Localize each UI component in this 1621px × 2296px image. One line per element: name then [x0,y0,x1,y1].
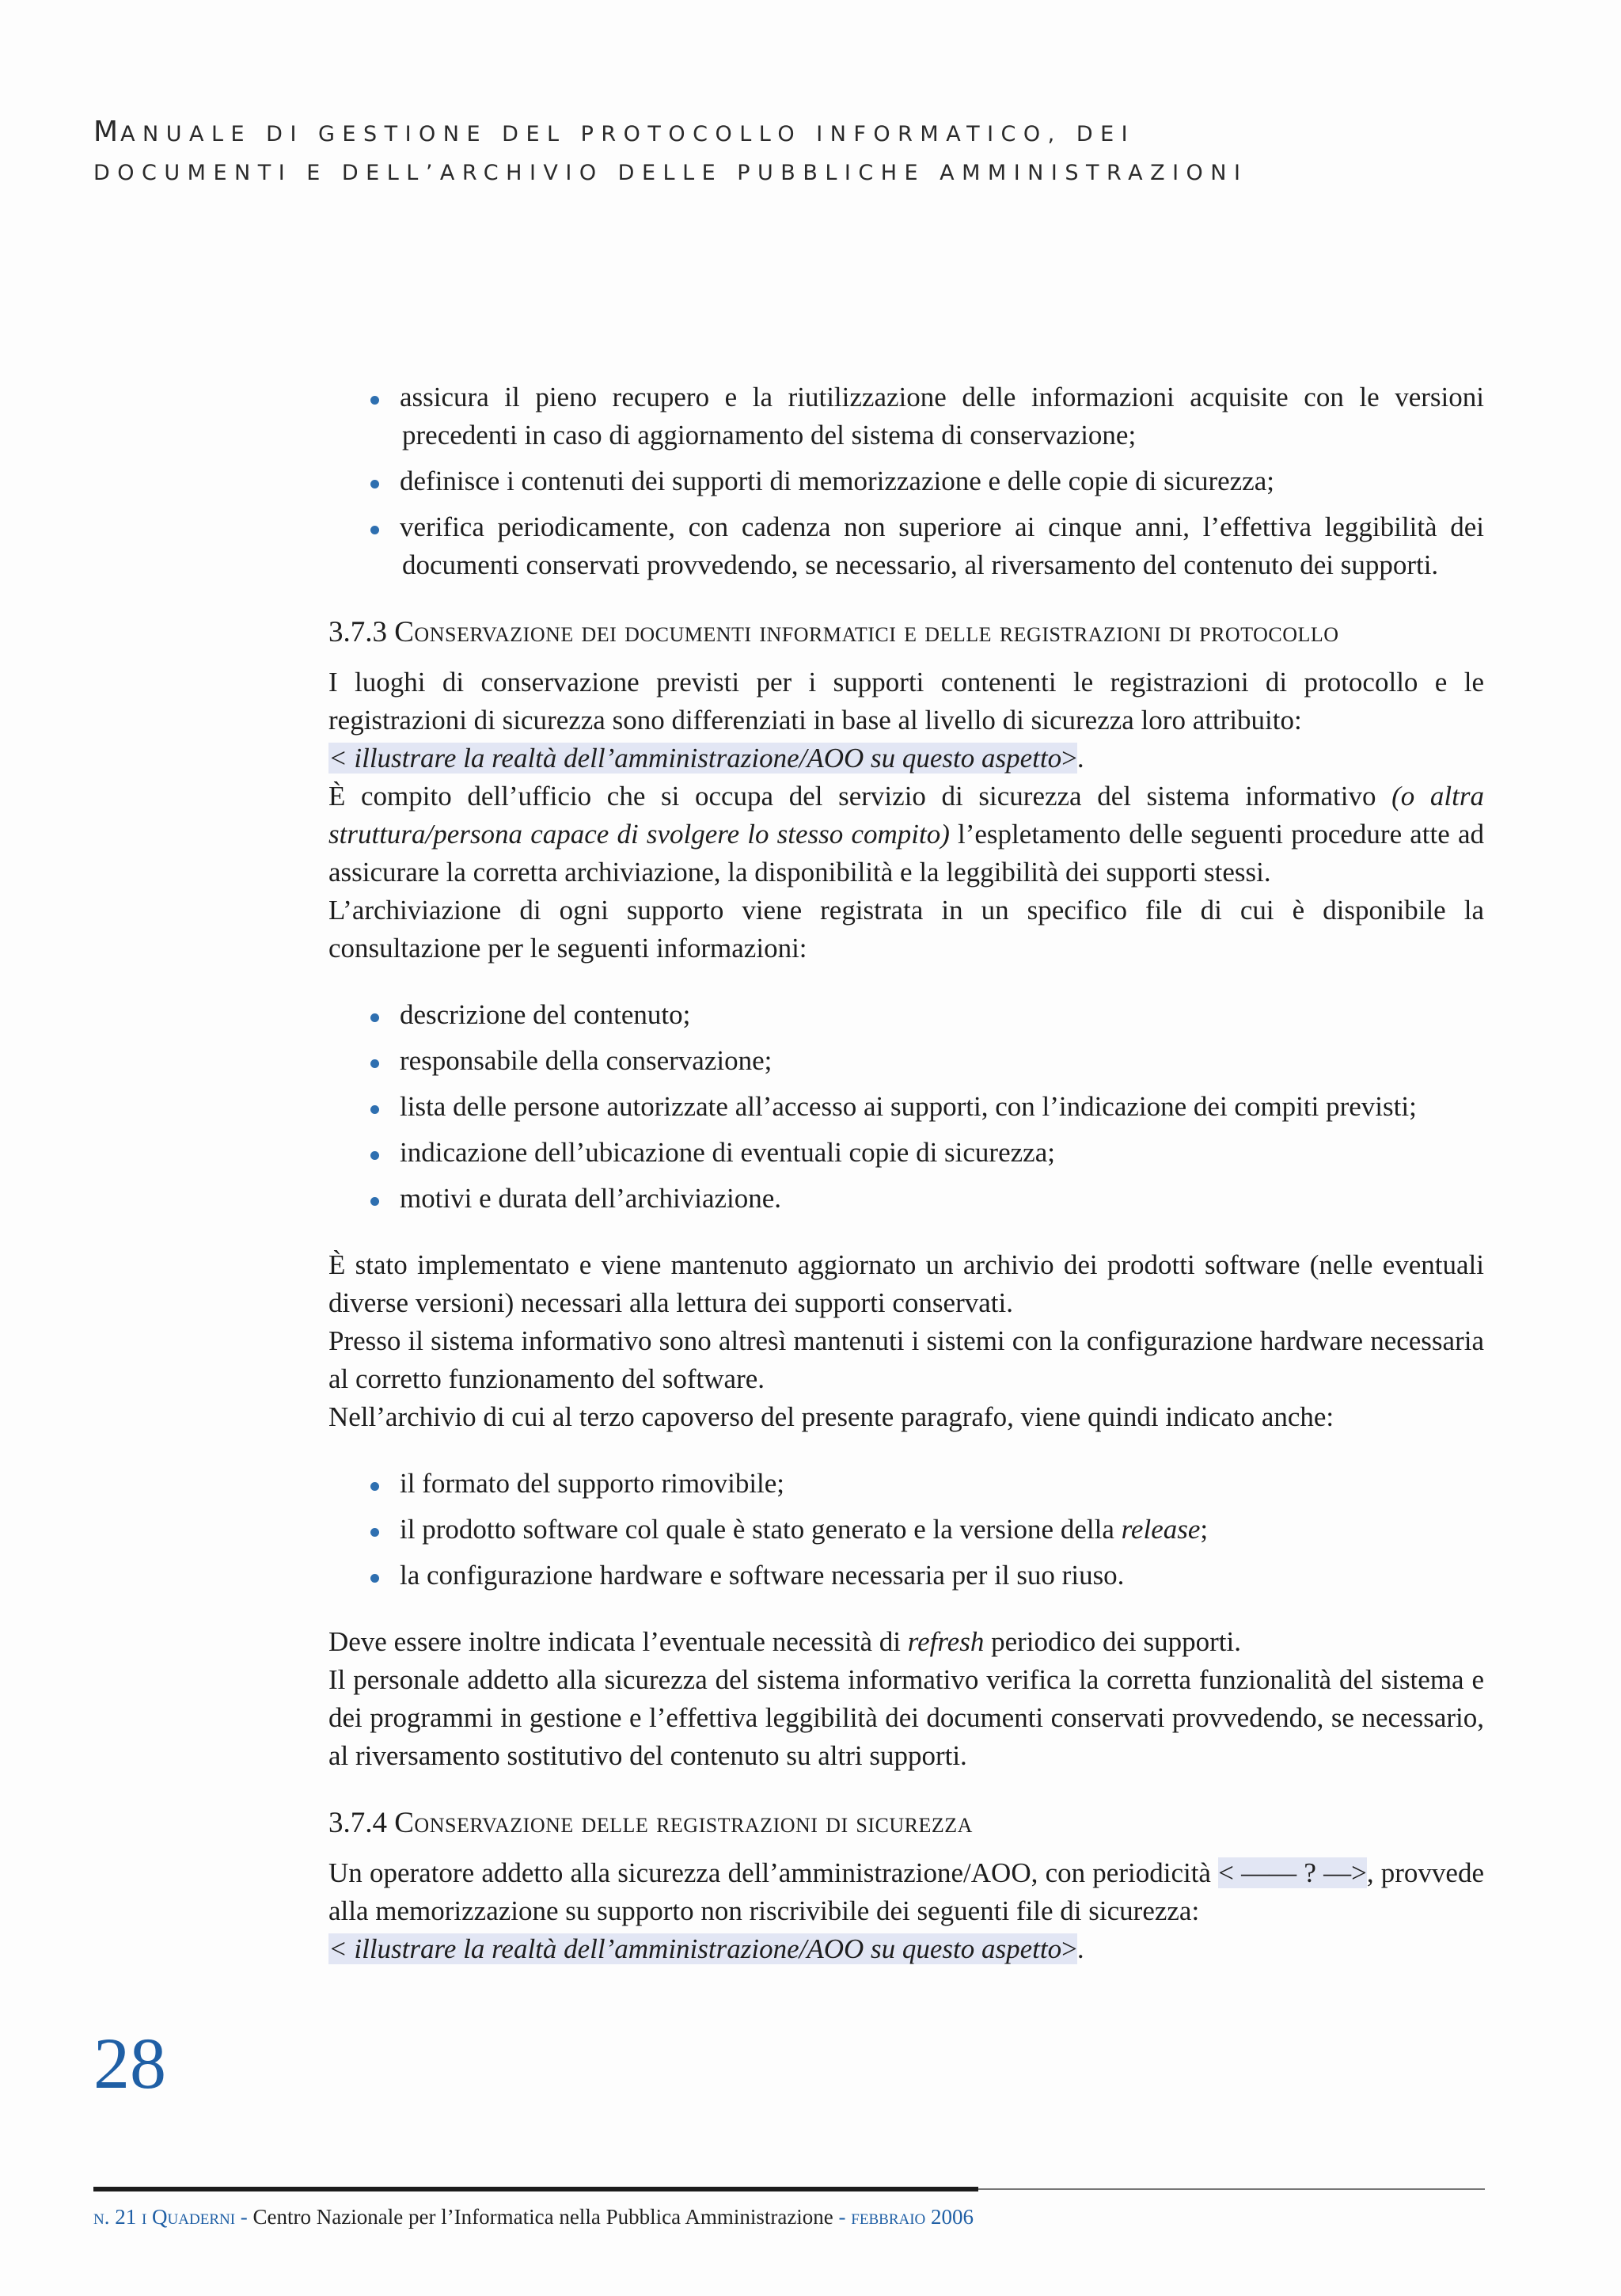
paragraph-text: Un operatore addetto alla sicurezza dell’amministrazione/AOO, con periodicità [328,1857,1219,1888]
footer-rule-light [978,2188,1485,2190]
paragraph: Presso il sistema informativo sono altresì mantenuti i sistemi con la configurazione hardware necessaria al corretto funzionamento del software. [328,1325,1484,1394]
paragraph [328,1854,1484,1968]
paragraph-text: , provvede alla memorizzazione su supporto non riscrivibile dei seguenti file di sicurezza: [328,1857,1484,1926]
section-3-7-4-body [328,1854,1484,1968]
list-item: indicazione dell’ubicazione di eventuali copie di sicurezza; [328,1134,1484,1172]
paragraph: L’archiviazione di ogni supporto viene registrata in un specifico file di cui è disponibile la consultazione per le seguenti informazioni: [328,895,1484,964]
bullet-list-archive-info [328,996,1484,1218]
section-title: Conservazione dei documenti informatici e delle registrazioni di protocollo [394,616,1339,648]
footer-separator: - [833,2205,852,2229]
paragraph [328,777,1484,891]
footer-separator: - [235,2205,253,2229]
section-title: Conservazione delle registrazioni di sicurezza [394,1807,973,1839]
list-item: responsabile della conservazione; [328,1042,1484,1080]
paragraph-text: periodico dei supporti. [984,1626,1241,1657]
section-3-7-3-software [328,1246,1484,1436]
placeholder-highlight: < illustrare la realtà dell’amministrazione/AOO su questo aspetto [328,743,1062,774]
footer-date: febbraio 2006 [851,2205,974,2229]
footer-issue: n. 21 i Quaderni [93,2205,236,2229]
paragraph-italic: (o altra struttura/persona capace di svolgere lo stesso compito) [328,781,1484,850]
paragraph-italic: refresh [907,1626,985,1657]
paragraph-text: È compito dell’ufficio che si occupa del servizio di sicurezza del sistema informativo [328,781,1392,812]
section-heading-3-7-4 [328,1804,1484,1843]
list-item: motivi e durata dell’archiviazione. [328,1180,1484,1218]
running-header-line-2: DOCUMENTI E DELL’ARCHIVIO DELLE PUBBLICHE AMMINISTRAZIONI [93,161,1248,185]
section-3-7-3-intro [328,663,1484,967]
list-item: la configurazione hardware e software necessaria per il suo riuso. [328,1557,1484,1595]
page-number: 28 [93,2023,166,2104]
period: . [1076,1933,1084,1964]
section-3-7-3-refresh [328,1623,1484,1775]
section-number: 3.7.4 [328,1807,387,1839]
section-number: 3.7.3 [328,616,387,648]
running-header-line-1-text: ANUALE DI GESTIONE DEL PROTOCOLLO INFORMATICO, DEI [120,122,1136,146]
list-item-text: ; [1200,1514,1209,1545]
footer-rule-dark [93,2187,978,2191]
list-item: il formato del supporto rimovibile; [328,1465,1484,1503]
running-header-initial: M [93,116,121,148]
section-heading-3-7-3 [328,613,1484,652]
periodicity-placeholder: < —— ? —> [1218,1857,1367,1888]
list-item-italic: release [1121,1514,1201,1545]
placeholder-close: > [1061,1933,1077,1964]
running-header [93,112,1518,192]
footer-organization: Centro Nazionale per l’Informatica nella Pubblica Amministrazione [252,2205,833,2229]
running-header-line-1 [93,112,1518,154]
list-item: verifica periodicamente, con cadenza non superiore ai cinque anni, l’effettiva leggibilità dei documenti conservati provvedendo, se necessario, al riversamento del contenuto dei supporti. [328,508,1484,584]
paragraph-text: Deve essere inoltre indicata l’eventuale necessità di [328,1626,908,1657]
placeholder-close: > [1061,743,1077,774]
list-item: definisce i contenuti dei supporti di memorizzazione e delle copie di sicurezza; [328,462,1484,500]
paragraph [328,1623,1484,1661]
paragraph: È stato implementato e viene mantenuto aggiornato un archivio dei prodotti software (nelle eventuali diverse versioni) necessari alla lettura dei supporti conservati. [328,1249,1484,1318]
paragraph [328,663,1484,777]
paragraph: Il personale addetto alla sicurezza del sistema informativo verifica la corretta funzionalità del sistema e dei programmi in gestione e l’effettiva leggibilità dei documenti conservati provvedendo, se necessario, al riversamento sostitutivo del contenuto su altri supporti. [328,1664,1484,1771]
list-item: descrizione del contenuto; [328,996,1484,1034]
bullet-list-archive-content [328,1465,1484,1595]
list-item: assicura il pieno recupero e la riutilizzazione delle informazioni acquisite con le versioni precedenti in caso di aggiornamento del sistema di conservazione; [328,378,1484,454]
list-item [328,1511,1484,1549]
placeholder-highlight: < illustrare la realtà dell’amministrazione/AOO su questo aspetto [328,1933,1062,1964]
period: . [1076,743,1084,774]
paragraph: Nell’archivio di cui al terzo capoverso del presente paragrafo, viene quindi indicato anche: [328,1401,1334,1432]
list-item: lista delle persone autorizzate all’accesso ai supporti, con l’indicazione dei compiti previsti; [328,1088,1484,1126]
footer [93,2201,974,2233]
bullet-list-top [328,378,1484,584]
paragraph-text: I luoghi di conservazione previsti per i supporti contenenti le registrazioni di protocollo e le registrazioni di sicurezza sono differenziati in base al livello di sicurezza loro attribuito: [328,667,1484,736]
page-content [328,378,1484,1997]
paragraph-text: l’espletamento delle seguenti procedure atte ad assicurare la corretta archiviazione, la disponibilità e la leggibilità dei supporti stessi. [328,819,1484,888]
list-item-text: il prodotto software col quale è stato generato e la versione della [400,1514,1122,1545]
